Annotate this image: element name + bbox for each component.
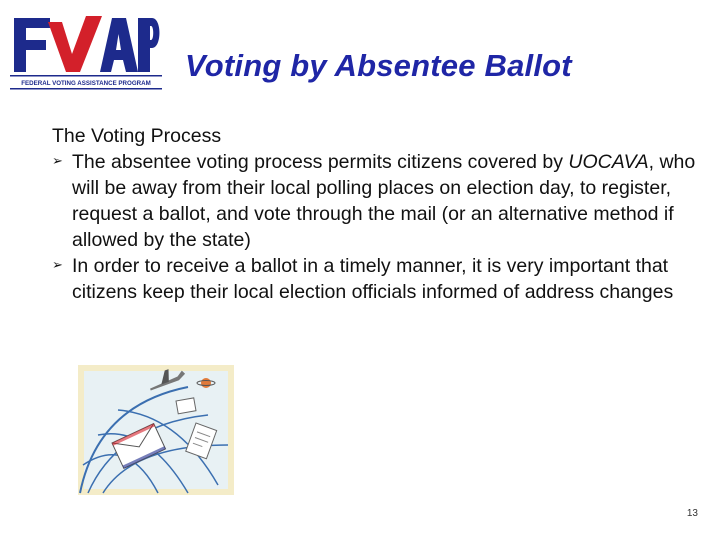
bullet-list [52, 149, 702, 305]
slide-title: Voting by Absentee Ballot [185, 48, 572, 83]
fvap-logo [10, 14, 162, 90]
bullet-text: The absentee voting process permits citizens covered by [72, 151, 569, 173]
slide-body [52, 123, 702, 305]
page-number: 13 [686, 508, 698, 519]
airmail-globe-illustration [78, 365, 234, 495]
section-heading: The Voting Process [52, 125, 222, 147]
logo-tagline: FEDERAL VOTING ASSISTANCE PROGRAM [21, 80, 151, 87]
logo-letter-p [138, 18, 160, 72]
bullet-arrow-icon: ➢ [52, 258, 63, 273]
bullet-item [52, 149, 702, 253]
logo-letter-a [100, 18, 138, 72]
postcard-icon [176, 398, 196, 414]
bullet-text: In order to receive a ballot in a timely manner, it is very important that citizens keep their local election officials informed of address changes [72, 255, 674, 303]
logo-letter-f [14, 18, 50, 72]
logo-letter-v [48, 16, 102, 72]
bullet-arrow-icon: ➢ [52, 154, 63, 169]
bullet-item [52, 253, 702, 305]
planet-icon [201, 378, 211, 388]
bullet-emphasis: UOCAVA [568, 151, 649, 173]
bullet-text-suffix: , who will be away from their local polling places on election day, to register, request a ballot, and vote through the mail (or an alternative method if allowed by the state) [72, 151, 696, 251]
